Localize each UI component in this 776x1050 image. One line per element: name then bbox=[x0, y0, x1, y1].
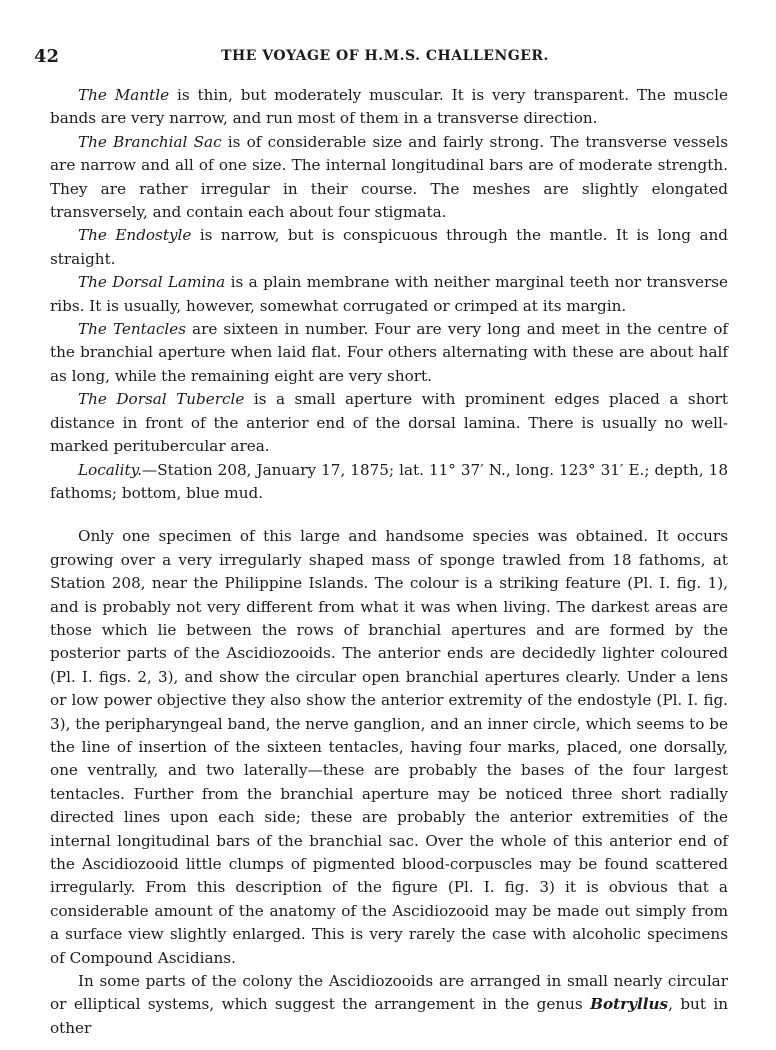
paragraph-text: is narrow, but is conspicuous through the mantle. It is long and straight. bbox=[50, 226, 728, 268]
paragraph-text: is a plain membrane with neither marginal teeth nor transverse ribs. It is usually, however, somewhat corrugated or crimped at its margin. bbox=[50, 273, 728, 315]
paragraph-lead: The Dorsal Tubercle bbox=[78, 390, 245, 409]
page-header bbox=[34, 46, 736, 70]
paragraph-dorsal-lamina bbox=[50, 271, 728, 318]
paragraph-locality bbox=[50, 459, 728, 506]
paragraph-lead: The Tentacles bbox=[78, 320, 186, 339]
paragraph-lead: The Branchial Sac bbox=[78, 132, 222, 151]
paragraph-text: —Station 208, January 17, 1875; lat. 11° 37′ N., long. 123° 31′ E.; depth, 18 fathoms; bottom, blue mud. bbox=[50, 460, 728, 502]
genus-name: Botryllus bbox=[590, 995, 669, 1014]
paragraph-branchial-sac bbox=[50, 131, 728, 225]
paragraph-text: is thin, but moderately muscular. It is very transparent. The muscle bands are very narrow, and run most of them in a transverse direction. bbox=[50, 86, 729, 128]
paragraph-lead: The Dorsal Lamina bbox=[78, 273, 226, 292]
page-number: 42 bbox=[34, 46, 60, 67]
page-body bbox=[50, 84, 728, 1040]
paragraph-dorsal-tubercle bbox=[50, 388, 728, 458]
paragraph-text: is of considerable size and fairly strong. The transverse vessels are narrow and all of one size. The internal longitudinal bars are of moderate strength. They are rather irregular in their course. The meshes are slightly elongated transversely, and contain each about four stigmata. bbox=[50, 132, 728, 222]
paragraph-text: are sixteen in number. Four are very long and meet in the centre of the branchial aperture when laid flat. Four others alternating with these are about half as long, while the remaining eight are very short. bbox=[50, 320, 728, 385]
paragraph-text: is a small aperture with prominent edges placed a short distance in front of the anterior end of the dorsal lamina. There is usually no well-marked peritubercular area. bbox=[50, 390, 728, 456]
paragraph-mantle bbox=[50, 84, 728, 131]
paragraph-systems bbox=[50, 970, 728, 1040]
paragraph-endostyle bbox=[50, 224, 728, 271]
paragraph-tentacles bbox=[50, 318, 728, 388]
paragraph-discussion: Only one specimen of this large and handsome species was obtained. It occurs growing over a very irregularly shaped mass of sponge trawled from 18 fathoms, at Station 208, near the Philippine Islands. The colour is a striking feature (Pl. I. fig. 1), and is probably not very different from what it was when living. The darkest areas are those which lie between the rows of branchial apertures and are formed by the posterior parts of the Ascidiozooids. The anterior ends are decidedly lighter coloured (Pl. I. figs. 2, 3), and show the circular open branchial apertures clearly. Under a lens or low power objective they also show the anterior extremity of the endostyle (Pl. I. fig. 3), the peripharyngeal band, the nerve ganglion, and an inner circle, which seems to be the line of insertion of the sixteen tentacles, having four marks, placed, one dorsally, one ventrally, and two laterally—these are probably the bases of the four largest tentacles. Further from the branchial aperture may be noticed three short radially directed lines upon each side; these are probably the anterior extremities of the internal longitudinal bars of the branchial sac. Over the whole of this anterior end of the Ascidiozooid little clumps of pigmented blood-corpuscles may be found scattered irregularly. From this description of the figure (Pl. I. fig. 3) it is obvious that a considerable amount of the anatomy of the Ascidiozooid may be made out simply from a surface view slightly enlarged. This is very rarely the case with alcoholic specimens of Compound Ascidians. bbox=[50, 527, 728, 967]
paragraph-lead: The Endostyle bbox=[78, 226, 192, 245]
running-title: THE VOYAGE OF H.M.S. CHALLENGER. bbox=[221, 48, 549, 64]
paragraph-tail: , but in other bbox=[50, 995, 728, 1037]
paragraph-lead: Locality. bbox=[78, 460, 142, 479]
paragraph-lead: The Mantle bbox=[78, 86, 170, 104]
paragraph-text: In some parts of the colony the Ascidiozooids are arranged in small nearly circular or elliptical systems, which suggest the arrangement in the genus bbox=[50, 972, 728, 1014]
